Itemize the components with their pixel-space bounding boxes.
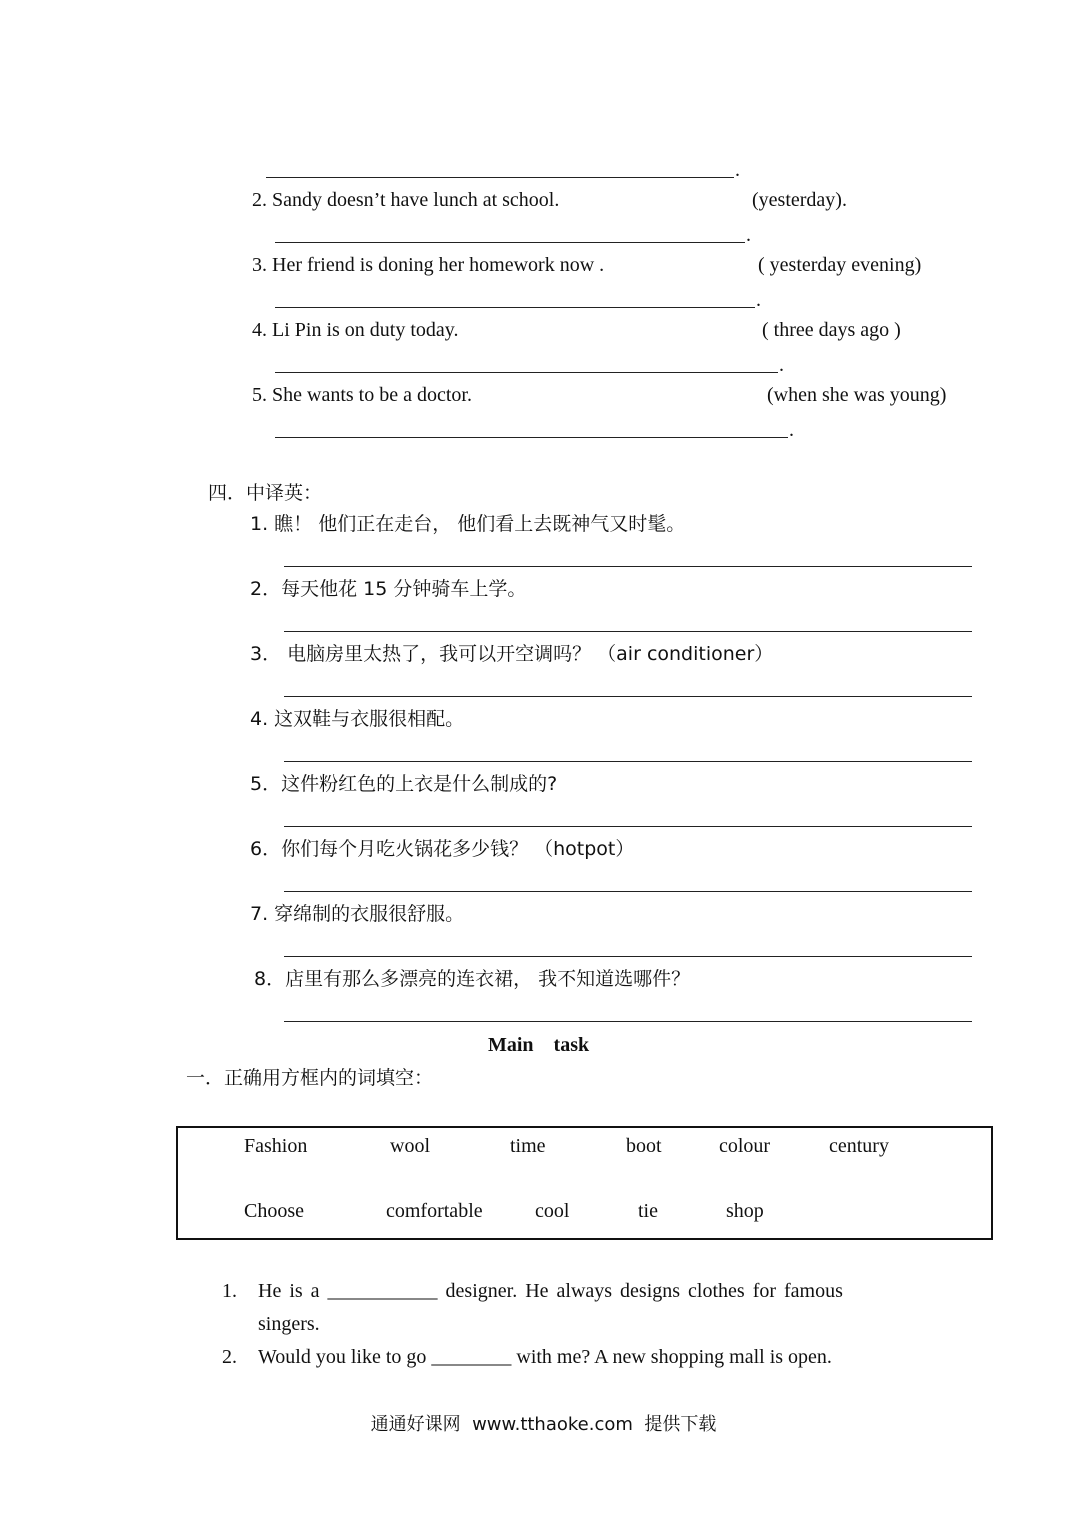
answer-line [275, 307, 755, 308]
answer-line [284, 956, 972, 957]
answer-line [275, 437, 788, 438]
question-2-text: Would you like to go ________ with me? A new shopping mall is open. [258, 1346, 832, 1368]
word-box-word: Choose [244, 1200, 304, 1222]
footer-source: 通通好课网 www.tthaoke.com 提供下载 [370, 1414, 717, 1435]
main-task-title: Main task [488, 1034, 590, 1056]
line-end-dot: . [779, 354, 784, 376]
question-1-text: He is a ___________ designer. He always designs clothes for famous [258, 1280, 843, 1302]
answer-line [275, 242, 745, 243]
word-box-word: boot [626, 1135, 662, 1157]
translate-item-8: 8．店里有那么多漂亮的连衣裙， 我不知道选哪件？ [254, 968, 691, 990]
line-end-dot: . [746, 224, 751, 246]
rewrite-hint-4: ( three days ago ) [762, 319, 901, 341]
answer-line [284, 1021, 972, 1022]
line-end-dot: . [735, 159, 740, 181]
answer-line [284, 696, 972, 697]
translate-item-2: 2．每天他花 15 分钟骑车上学。 [250, 578, 527, 600]
word-box [176, 1126, 993, 1240]
rewrite-item-4: 4. Li Pin is on duty today. [252, 319, 459, 341]
answer-line [284, 826, 972, 827]
word-box-word: comfortable [386, 1200, 483, 1222]
line-end-dot: . [789, 419, 794, 441]
translate-item-6: 6．你们每个月吃火锅花多少钱？ （hotpot） [250, 838, 635, 860]
answer-line [284, 891, 972, 892]
rewrite-item-2: 2. Sandy doesn’t have lunch at school. [252, 189, 560, 211]
question-1-continuation: singers. [258, 1313, 320, 1335]
word-box-word: time [510, 1135, 546, 1157]
word-box-word: century [829, 1135, 889, 1157]
question-number-1: 1. [222, 1280, 237, 1302]
answer-line [284, 631, 972, 632]
question-number-2: 2. [222, 1346, 237, 1368]
answer-line [266, 177, 734, 178]
answer-line [284, 761, 972, 762]
main-task-section-1-heading: 一．正确用方框内的词填空： [186, 1067, 434, 1089]
translate-item-7: 7. 穿绵制的衣服很舒服。 [250, 903, 465, 925]
word-box-word: colour [719, 1135, 771, 1157]
rewrite-item-5: 5. She wants to be a doctor. [252, 384, 472, 406]
translate-item-4: 4. 这双鞋与衣服很相配。 [250, 708, 465, 730]
word-box-word: tie [638, 1200, 658, 1222]
word-box-word: Fashion [244, 1135, 308, 1157]
rewrite-item-3: 3. Her friend is doning her homework now . [252, 254, 605, 276]
translate-item-5: 5．这件粉红色的上衣是什么制成的? [250, 773, 558, 795]
rewrite-hint-5: (when she was young) [767, 384, 947, 406]
word-box-word: wool [390, 1135, 430, 1157]
answer-line [275, 372, 778, 373]
translate-item-3: 3． 电脑房里太热了，我可以开空调吗？ （air conditioner） [250, 643, 774, 665]
word-box-word: cool [535, 1200, 570, 1222]
rewrite-hint-3: ( yesterday evening) [758, 254, 922, 276]
answer-line [284, 566, 972, 567]
line-end-dot: . [756, 289, 761, 311]
translate-item-1: 1. 瞧！ 他们正在走台， 他们看上去既神气又时髦。 [250, 513, 686, 535]
section-4-heading: 四．中译英： [208, 482, 323, 504]
rewrite-hint-2: (yesterday). [752, 189, 847, 211]
word-box-word: shop [726, 1200, 764, 1222]
